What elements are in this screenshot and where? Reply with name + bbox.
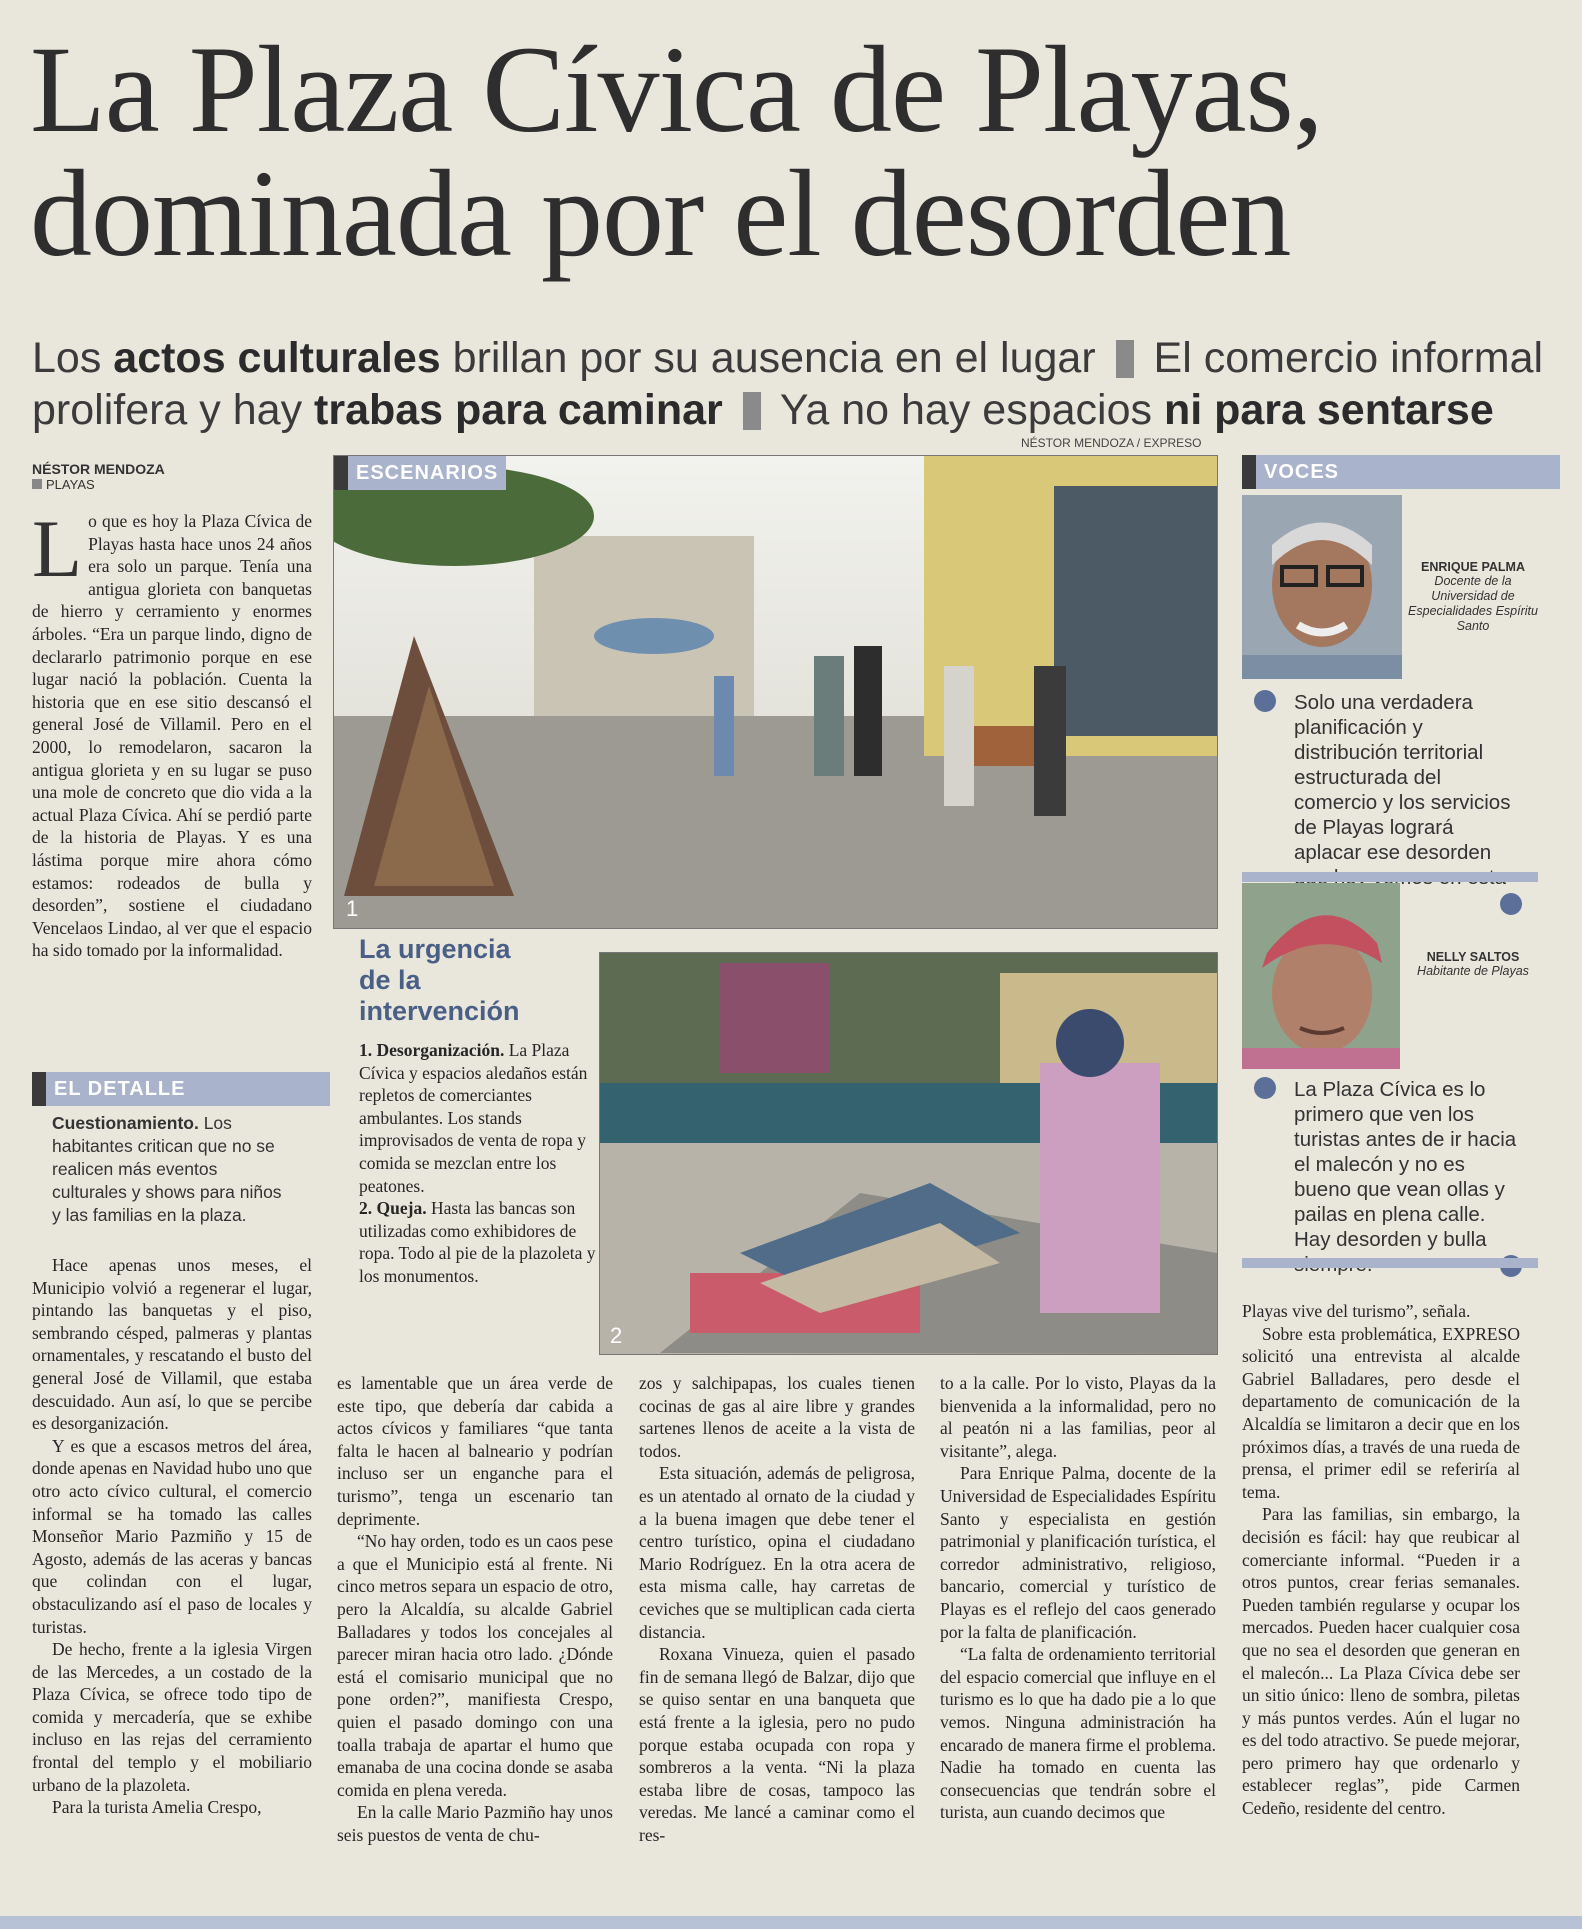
urgencia-title: La urgencia de la intervención bbox=[359, 934, 520, 1026]
byline-location bbox=[32, 477, 165, 492]
headline-line-1: La Plaza Cívica de Playas, bbox=[30, 21, 1323, 158]
voz-2-quote-text: La Plaza Cívica es lo primero que ven los turistas antes de ir hacia el malecón y no es bueno que vean ollas y pailas en plena calle. Hay desorden y bulla bbox=[1294, 1078, 1517, 1251]
subhead-text: brillan por su ausencia en el lugar bbox=[440, 334, 1096, 382]
voces-tab: VOCES bbox=[1242, 455, 1560, 489]
escenarios-tab: ESCENARIOS bbox=[334, 456, 506, 490]
urgencia-item-2 bbox=[359, 1197, 599, 1287]
headline bbox=[30, 21, 1560, 282]
photo-1-plaza-crowd bbox=[333, 455, 1218, 929]
byline bbox=[32, 461, 165, 492]
location-marker bbox=[32, 479, 42, 489]
photo-2-vendor-clothes bbox=[599, 952, 1218, 1355]
column-3 bbox=[639, 1372, 915, 1846]
detalle-box bbox=[52, 1112, 292, 1227]
column-2 bbox=[337, 1372, 613, 1846]
quote-open-icon bbox=[1254, 690, 1276, 712]
column-5 bbox=[1242, 1300, 1520, 1820]
urgencia-item-title: 1. Desorganización. bbox=[359, 1040, 505, 1060]
paragraph: Para la turista Amelia Crespo, bbox=[52, 1797, 262, 1818]
paragraph: Playas vive del turismo”, señala. bbox=[1242, 1301, 1471, 1321]
voz-1-name: ENRIQUE PALMA bbox=[1421, 560, 1525, 574]
subhead-text: Ya no hay espacios bbox=[768, 386, 1164, 434]
paragraph: En la calle Mario Pazmiño hay unos seis puestos de venta de chu- bbox=[337, 1802, 613, 1845]
subhead-bold: ni para sentarse bbox=[1163, 386, 1494, 434]
page-bottom-rule bbox=[0, 1916, 1582, 1929]
paragraph: to a la calle. Por lo visto, Playas da la bienvenida a la informalidad, pero no al peatón ni a las familias, peor al visitante”, alega. bbox=[940, 1373, 1216, 1461]
portrait-nelly-saltos bbox=[1242, 883, 1400, 1069]
voz-2-role: Habitante de Playas bbox=[1417, 964, 1529, 978]
paragraph: es lamentable que un área verde de este tipo, que debería dar cabida a actos cívicos y familiares “que tanta falta le hacen al balneario y podrían incluso ser un enganche para el turismo”, tenga un escenario tan deprimente. bbox=[337, 1373, 613, 1529]
subheadline bbox=[32, 332, 1552, 436]
subhead-bold: actos culturales bbox=[113, 334, 441, 382]
urgencia-item-text: La Plaza Cívica y espacios aledaños están repletos de comerciantes ambulantes. Los stands improvisados de venta de ropa y comida se mezclan entre los peatones. bbox=[359, 1040, 588, 1196]
voz-2-name: NELLY SALTOS bbox=[1426, 950, 1520, 964]
headline-line-2: dominada por el desorden bbox=[30, 145, 1291, 282]
byline-location-text: PLAYAS bbox=[46, 477, 95, 492]
separator-block bbox=[743, 392, 761, 430]
paragraph: Para Enrique Palma, docente de la Universidad de Especialidades Espíritu Santo y especialista en gestión patrimonial y planificación turística, el corredor administrativo, religioso, bancario, comercial y turístico de Playas es el reflejo del caos generado por la falta de planificación. bbox=[940, 1463, 1216, 1642]
lead-paragraph: o que es hoy la Plaza Cívica de Playas hasta hace unos 24 años era solo un parque. Tenía una antigua glorieta con banquetas de hierro y cerramiento y enormes árboles. “Era un parque lindo, digno de declararlo patrimonio porque en ese lugar nació la población. Cuenta la historia que en ese sitio descansó el general José de Villamil. Pero en el 2000, lo remodelaron, sacaron la antigua glorieta y en su lugar se puso una mole de concreto que dio vida a la actual Plaza Cívica. Ahí se perdió parte de la historia de Playas. Y es una lástima porque mire ahora cómo estamos: rodeados de bulla y desorden”, sostiene el ciudadano Vencelaos Lindao, al ver que el espacio ha sido tomado por la informalidad. bbox=[32, 511, 312, 961]
el-detalle-tab: EL DETALLE bbox=[32, 1072, 330, 1106]
column-1-body bbox=[32, 1254, 312, 1819]
subhead-text: El comercio informal prolifera y hay bbox=[32, 334, 1544, 434]
quote-open-icon bbox=[1254, 1077, 1276, 1099]
drop-cap: L bbox=[32, 503, 83, 594]
photo-credit: NÉSTOR MENDOZA / EXPRESO bbox=[1021, 436, 1202, 450]
paragraph: Esta situación, además de peligrosa, es un atentado al ornato de la ciudad y a la buena imagen que debe tener el centro turístico, opina el ciudadano Mario Rodríguez. En la otra acera de esta misma calle, hay carretas de ceviches que se multiplican cada cierta distancia. bbox=[639, 1463, 915, 1642]
paragraph: “No hay orden, todo es un caos pese a que el Municipio está al frente. Ni cinco metros separa un espacio de otro, pero la Alcaldía, su alcalde Gabriel Balladares y todos los concejales al parecer miran hacia otro lado. ¿Dónde está el comisario municipal que no pone orden?”, manifiesta Crespo, quien el pasado domingo con una toalla trabaja de apartar el humo que emanaba de una cocina donde se asaba comida en plena vereda. bbox=[337, 1531, 613, 1800]
detalle-title: Cuestionamiento. bbox=[52, 1113, 199, 1133]
voz-1-role: Docente de la Universidad de Especialidades Espíritu Santo bbox=[1408, 574, 1538, 633]
paragraph: Roxana Vinueza, quien el pasado fin de semana llegó de Balzar, dijo que se quiso sentar en una banqueta que está frente a la iglesia, pero no pudo porque estaba ocupada con ropa y sombreros a la venta. “Ni la plaza estaba libre de cosas, tampoco las veredas. Me lancé a caminar como el res- bbox=[639, 1644, 915, 1845]
column-1-lead bbox=[32, 503, 312, 962]
subhead-text: Los bbox=[32, 334, 114, 382]
urgencia-box bbox=[333, 934, 595, 1288]
paragraph: Y es que a escasos metros del área, donde apenas en Navidad hubo uno que otro acto cívico cultural, el comercio informal se ha tomado las calles Monseñor Mario Pazmiño y 15 de Agosto, además de las aceras y bancas que colindan con el lugar, obstaculizando así el paso de locales y turistas. bbox=[32, 1435, 312, 1637]
photo-number: 2 bbox=[610, 1323, 623, 1348]
voz-1-credit bbox=[1408, 560, 1538, 634]
paragraph: zos y salchipapas, los cuales tienen cocinas de gas al aire libre y grandes sartenes llenos de aceite a la vista de todos. bbox=[639, 1373, 915, 1461]
quote-close-icon bbox=[1500, 893, 1522, 915]
photo-number: 1 bbox=[346, 896, 359, 921]
urgencia-items bbox=[333, 1039, 599, 1288]
detalle-text: Los habitantes critican que no se realicen más eventos culturales y shows para niños y las familias en la plaza. bbox=[52, 1113, 282, 1225]
urgencia-item-1 bbox=[359, 1039, 599, 1197]
paragraph: De hecho, frente a la iglesia Virgen de las Mercedes, a un costado de la Plaza Cívica, se ofrece todo tipo de comida y mercadería, que se exhibe incluso en las rejas del cerramiento frontal del templo y el mobiliario urbano de la plazoleta. bbox=[32, 1639, 312, 1795]
urgencia-item-text: Hasta las bancas son utilizadas como exhibidores de ropa. Todo al pie de la plazoleta y los monumentos. bbox=[359, 1198, 596, 1286]
paragraph: Hace apenas unos meses, el Municipio volvió a regenerar el lugar, pintando las banquetas y el piso, sembrando césped, palmeras y plantas ornamentales, y rescatando el busto del general José de Villamil, que estaba descuidado. Aun así, lo que se percibe es desorganización. bbox=[32, 1255, 312, 1434]
subhead-bold: trabas para caminar bbox=[314, 386, 723, 434]
byline-name: NÉSTOR MENDOZA bbox=[32, 461, 165, 477]
paragraph: Para las familias, sin embargo, la decisión es fácil: hay que reubicar al comerciante informal. “Pueden ir a otros puntos, crear ferias semanales. Pueden también regularse y ocupar los mercados. Pueden hacer cualquier cosa que no sea el desorden que generan en el malecón... La Plaza Cívica debe ser un sitio único: lleno de sombra, piletas y más puntos verdes. Aún el lugar no es del todo atractivo. Se puede mejorar, pero primero hay que ordenarlo y establecer reglas”, pide Carmen Cedeño, residente del centro. bbox=[1242, 1504, 1520, 1819]
voz-1-quote-text: Solo una verdadera planificación y distribución territorial estructurada del comercio y los servicios de Playas logrará aplacar ese desorden bbox=[1294, 691, 1511, 864]
voz-2-credit bbox=[1408, 950, 1538, 979]
voz-2-quote bbox=[1254, 1077, 1522, 1277]
voces-divider bbox=[1242, 872, 1538, 882]
paragraph: Sobre esta problemática, EXPRESO solicitó una entrevista al alcalde Gabriel Balladares, pero desde el departamento de comunicación de la Alcaldía se limitaron a decir que en los próximos días, a través de una rueda de prensa, el primer edil se referiría al tema. bbox=[1242, 1323, 1520, 1502]
separator-block bbox=[1116, 340, 1134, 378]
paragraph: “La falta de ordenamiento territorial del espacio comercial que influye en el turismo es lo que ha dado pie a lo que vemos. Ninguna administración ha encarado de manera firme el problema. Nadie ha tomado en cuenta las consecuencias que tendrán sobre el turista, aun cuando decimos que bbox=[940, 1644, 1216, 1823]
urgencia-item-title: 2. Queja. bbox=[359, 1198, 427, 1219]
column-4 bbox=[940, 1372, 1216, 1824]
voces-divider bbox=[1242, 1258, 1538, 1268]
portrait-enrique-palma bbox=[1242, 495, 1402, 679]
